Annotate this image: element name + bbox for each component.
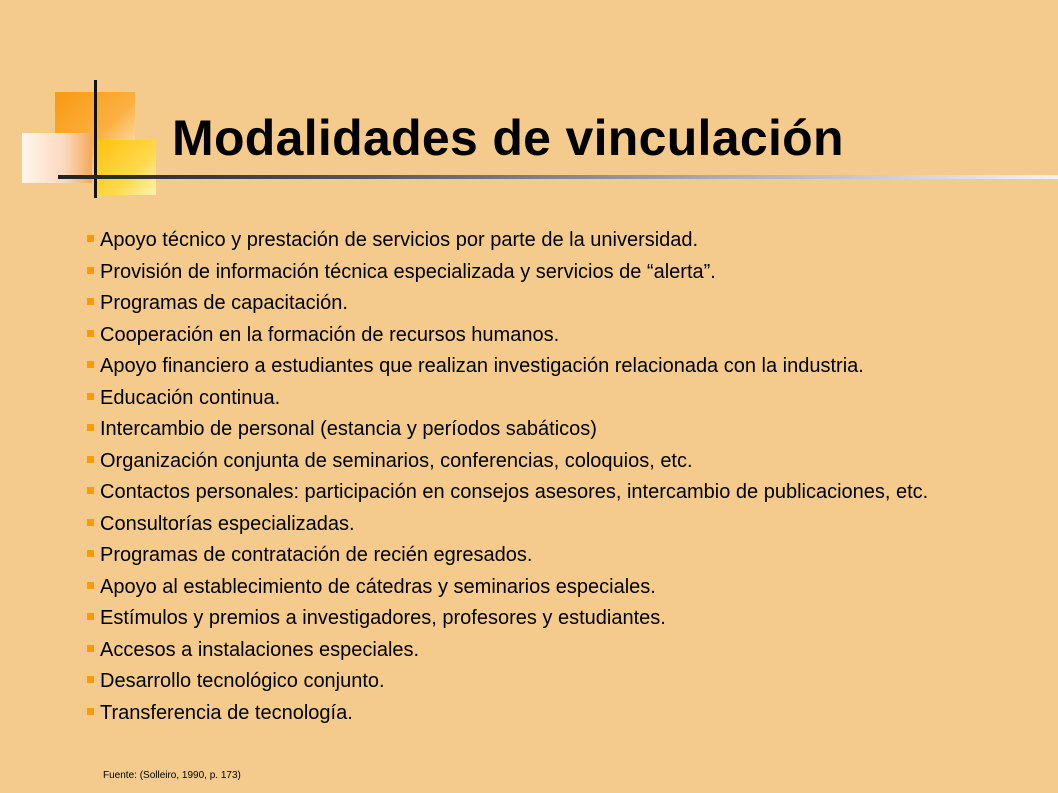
title-underline	[58, 175, 1058, 179]
list-item-text: Contactos personales: participación en consejos asesores, intercambio de publicaciones, etc.	[100, 481, 929, 503]
list-item	[86, 228, 1031, 253]
list-item	[86, 638, 1031, 663]
list-item	[86, 417, 1031, 442]
list-item-text: Apoyo técnico y prestación de servicios por parte de la universidad.	[100, 229, 699, 251]
list-item	[86, 543, 1031, 568]
square-bullet-icon	[87, 582, 94, 589]
square-bullet-icon	[87, 519, 94, 526]
list-item-text: Estímulos y premios a investigadores, profesores y estudiantes.	[100, 607, 666, 629]
square-bullet-icon	[87, 393, 94, 400]
list-item-text: Transferencia de tecnología.	[100, 701, 353, 724]
square-bullet-icon	[87, 645, 94, 652]
square-bullet-icon	[87, 361, 94, 368]
square-bullet-icon	[87, 676, 94, 683]
decorative-vertical-line	[94, 80, 97, 198]
list-item-text: Apoyo financiero a estudiantes que realizan investigación relacionada con la industria.	[100, 355, 864, 377]
list-item-text: Organización conjunta de seminarios, conferencias, coloquios, etc.	[100, 449, 693, 472]
square-bullet-icon	[87, 456, 94, 463]
list-item	[86, 701, 1031, 726]
list-item	[86, 606, 1031, 631]
list-item	[86, 354, 1031, 379]
list-item	[86, 260, 1031, 285]
list-item-text: Accesos a instalaciones especiales.	[100, 638, 420, 661]
list-item-text: Educación continua.	[100, 386, 281, 409]
square-bullet-icon	[87, 424, 94, 431]
decorative-yellow-square	[96, 140, 156, 195]
list-item-text: Cooperación en la formación de recursos humanos.	[100, 323, 560, 346]
list-item-text: Programas de contratación de recién egresados.	[100, 544, 533, 566]
list-item	[86, 449, 1031, 474]
list-item-text: Programas de capacitación.	[100, 292, 348, 314]
bullet-list	[86, 228, 1031, 732]
list-item-text: Consultorías especializadas.	[100, 512, 355, 535]
list-item	[86, 480, 1031, 505]
list-item	[86, 512, 1031, 537]
list-item-text: Provisión de información técnica especializada y servicios de “alerta”.	[100, 260, 716, 283]
list-item	[86, 291, 1031, 316]
square-bullet-icon	[87, 487, 94, 494]
list-item	[86, 669, 1031, 694]
list-item	[86, 386, 1031, 411]
source-citation: Fuente: (Solleiro, 1990, p. 173)	[103, 770, 241, 781]
list-item	[86, 323, 1031, 348]
list-item-text: Apoyo al establecimiento de cátedras y seminarios especiales.	[100, 575, 656, 598]
square-bullet-icon	[87, 330, 94, 337]
square-bullet-icon	[87, 267, 94, 274]
square-bullet-icon	[87, 235, 94, 242]
square-bullet-icon	[87, 613, 94, 620]
list-item-text: Desarrollo tecnológico conjunto.	[100, 670, 385, 692]
list-item-text: Intercambio de personal (estancia y períodos sabáticos)	[100, 418, 597, 440]
square-bullet-icon	[87, 708, 94, 715]
square-bullet-icon	[87, 550, 94, 557]
slide-title: Modalidades de vinculación	[172, 110, 844, 166]
list-item	[86, 575, 1031, 600]
square-bullet-icon	[87, 298, 94, 305]
